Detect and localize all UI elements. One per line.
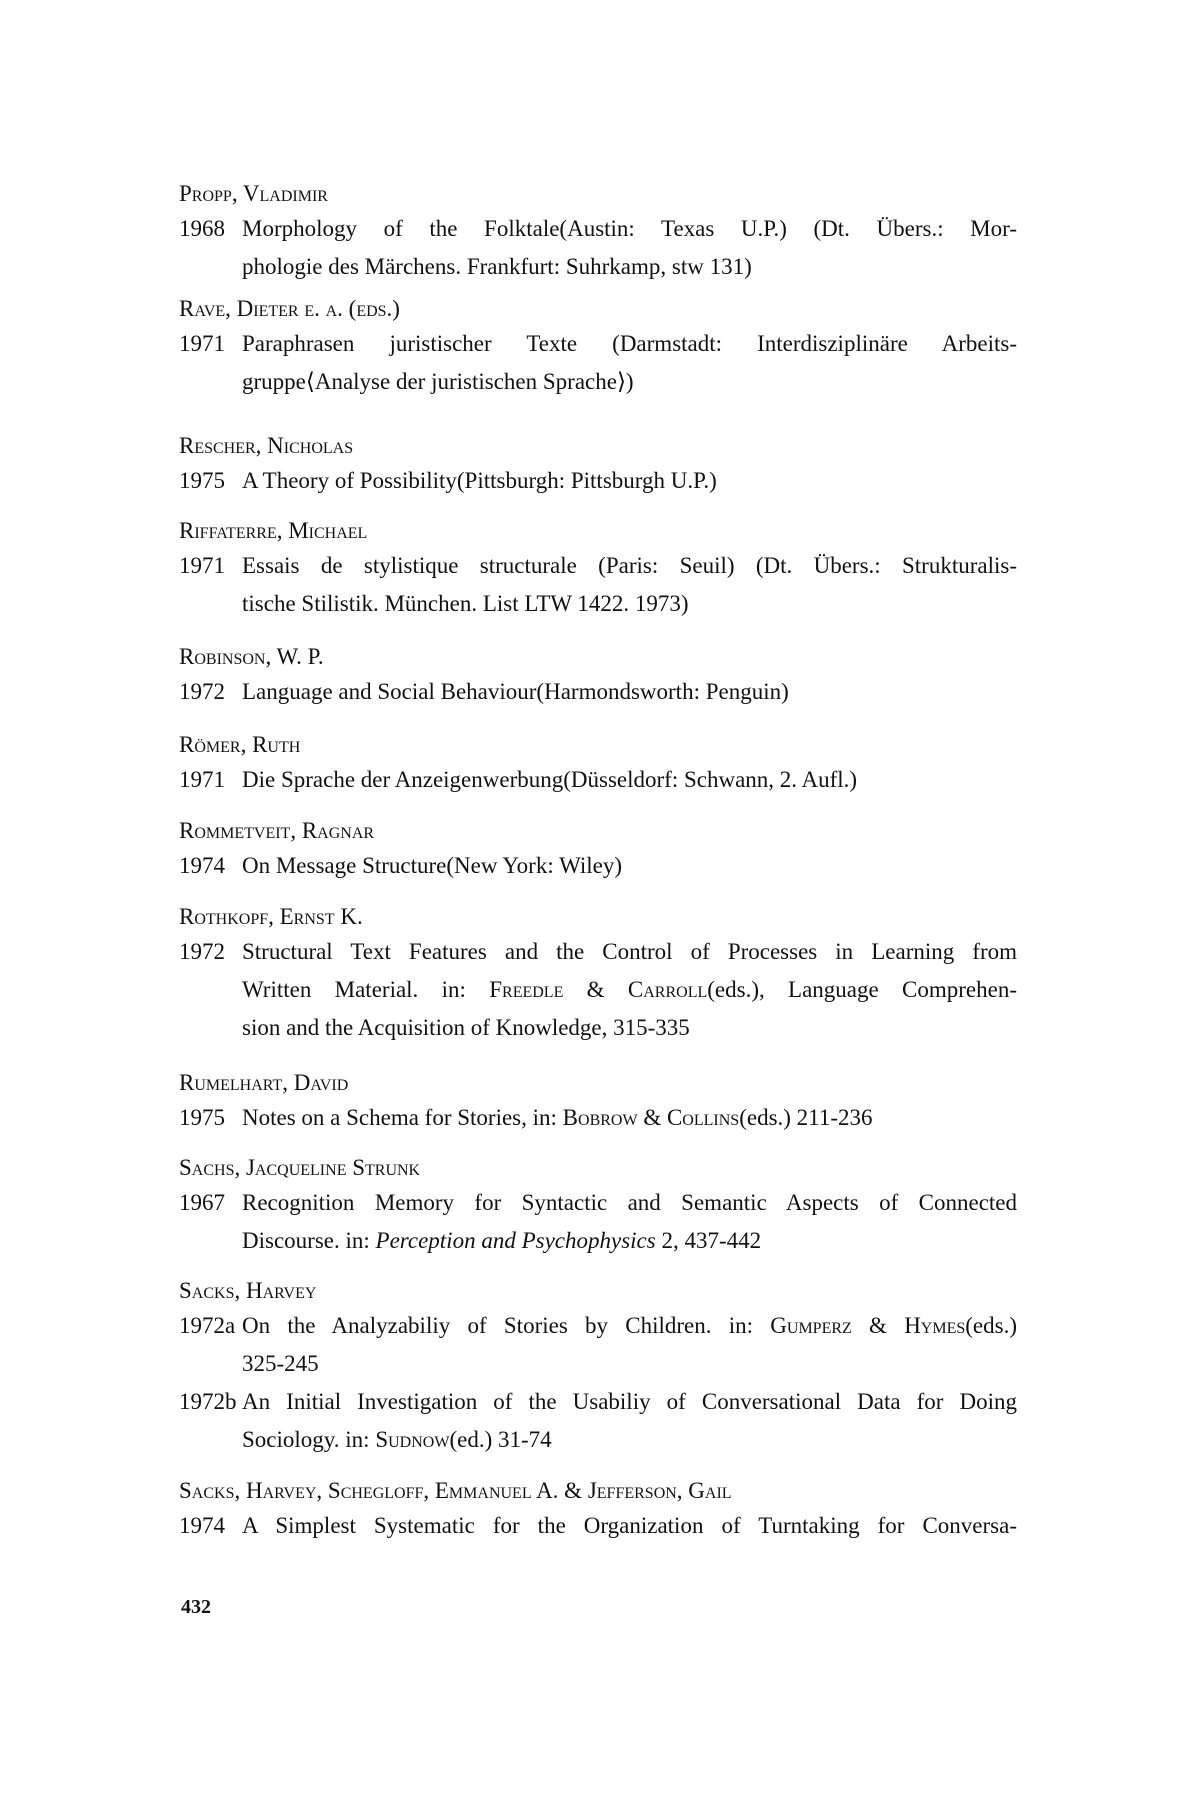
reference-item: [179, 761, 1019, 799]
reference-item: [179, 1099, 1019, 1137]
reference-item: [179, 1383, 1019, 1459]
entry-author: Sacks, Harvey, Schegloff, Emmanuel A. & Jefferson, Gail: [179, 1478, 732, 1503]
reference-text: Language and Social Behaviour(Harmondsworth: Penguin): [242, 679, 789, 704]
reference-text-line: [242, 933, 1017, 971]
entry-author: Propp, Vladimir: [179, 181, 328, 206]
reference-text: (eds.) 211-236: [739, 1105, 873, 1130]
cited-author: Gumperz: [770, 1313, 852, 1338]
cited-author: Hymes: [904, 1313, 966, 1338]
entry-author: Robinson, W. P.: [179, 644, 324, 669]
reference-text-line: [242, 1507, 1017, 1545]
cited-author: Sudnow: [375, 1427, 450, 1452]
reference-text-line: [242, 847, 1017, 885]
reference-text: Essais de stylistique structurale (Paris: Seuil) (Dt. Übers.: Strukturalis-: [242, 553, 1017, 578]
reference-item: [179, 847, 1019, 885]
reference-text: Discourse. in:: [242, 1228, 376, 1253]
entry-author: Rommetveit, Ragnar: [179, 818, 375, 843]
entry-author: Riffaterre, Michael: [179, 518, 368, 543]
reference-text: &: [637, 1105, 667, 1130]
bibliography-entry: [179, 815, 1019, 885]
reference-year: 1968: [179, 216, 225, 241]
reference-text: An Initial Investigation of the Usabiliy of Conversational Data for Doing: [242, 1389, 1017, 1414]
reference-item: [179, 673, 1019, 711]
entry-author: Rescher, Nicholas: [179, 433, 354, 458]
bibliography-entry: [179, 729, 1019, 799]
reference-text: &: [851, 1313, 905, 1338]
entry-author: Römer, Ruth: [179, 732, 301, 757]
reference-text-line: [242, 1421, 1017, 1459]
reference-text-line: [242, 547, 1017, 585]
reference-year: 1972a: [179, 1313, 236, 1338]
reference-text-line: [242, 210, 1017, 248]
reference-text: Sociology. in:: [242, 1427, 376, 1452]
reference-year: 1974: [179, 853, 225, 878]
reference-text-line: [242, 1222, 1017, 1260]
reference-text: Paraphrasen juristischer Texte (Darmstadt: Interdisziplinäre Arbeits-: [242, 331, 1017, 356]
reference-text: sion and the Acquisition of Knowledge, 315-335: [242, 1015, 690, 1040]
reference-item: [179, 547, 1019, 623]
reference-text: 2, 437-442: [655, 1228, 762, 1253]
bibliography-entry: [179, 293, 1019, 401]
reference-text-line: [242, 325, 1017, 363]
reference-text: tische Stilistik. München. List LTW 1422. 1973): [242, 591, 689, 616]
journal-title: Perception and Psychophysics: [375, 1228, 656, 1253]
bibliography-entry: [179, 641, 1019, 711]
reference-year: 1967: [179, 1190, 225, 1215]
cited-author: Bobrow: [562, 1105, 638, 1130]
reference-item: [179, 933, 1019, 1047]
reference-year: 1971: [179, 767, 225, 792]
reference-item: [179, 325, 1019, 401]
bibliography-entry: [179, 1067, 1019, 1137]
bibliography-entry: [179, 1275, 1019, 1459]
entry-author: Sacks, Harvey: [179, 1278, 317, 1303]
reference-text: phologie des Märchens. Frankfurt: Suhrkamp, stw 131): [242, 254, 752, 279]
reference-text-line: [242, 1009, 1017, 1047]
bibliography-entry: [179, 430, 1019, 500]
reference-year: 1974: [179, 1513, 225, 1538]
reference-text-line: [242, 363, 1017, 401]
reference-year: 1972b: [179, 1389, 237, 1414]
page-number: 432: [181, 1596, 211, 1618]
reference-text: On the Analyzabiliy of Stories by Children. in:: [242, 1313, 771, 1338]
reference-item: [179, 462, 1019, 500]
reference-year: 1972: [179, 939, 225, 964]
entry-author: Sachs, Jacqueline Strunk: [179, 1155, 421, 1180]
reference-text: Morphology of the Folktale(Austin: Texas U.P.) (Dt. Übers.: Mor-: [242, 216, 1017, 241]
reference-text: &: [563, 977, 628, 1002]
reference-item: [179, 210, 1019, 286]
reference-text-line: [242, 585, 1017, 623]
reference-text: (eds.): [965, 1313, 1017, 1338]
cited-author: Collins: [666, 1105, 740, 1130]
bibliography-entry: [179, 515, 1019, 623]
reference-text-line: [242, 1383, 1017, 1421]
reference-text-line: [242, 248, 1017, 286]
entry-author: Rothkopf, Ernst K.: [179, 904, 363, 929]
reference-year: 1972: [179, 679, 225, 704]
reference-text: A Simplest Systematic for the Organization of Turntaking for Conversa-: [242, 1513, 1017, 1538]
reference-year: 1975: [179, 468, 225, 493]
reference-text: A Theory of Possibility(Pittsburgh: Pittsburgh U.P.): [242, 468, 717, 493]
reference-year: 1975: [179, 1105, 225, 1130]
reference-text-line: [242, 673, 1017, 711]
reference-text-line: [242, 462, 1017, 500]
reference-year: 1971: [179, 553, 225, 578]
reference-text: Structural Text Features and the Control of Processes in Learning from: [242, 939, 1017, 964]
reference-text: Notes on a Schema for Stories, in:: [242, 1105, 563, 1130]
entry-author: Rave, Dieter e. a. (eds.): [179, 296, 400, 321]
reference-text-line: [242, 1099, 1017, 1137]
entry-author: Rumelhart, David: [179, 1070, 349, 1095]
reference-text: (eds.), Language Comprehen-: [707, 977, 1018, 1002]
reference-year: 1971: [179, 331, 225, 356]
reference-text: Written Material. in:: [242, 977, 490, 1002]
reference-text: (ed.) 31-74: [449, 1427, 552, 1452]
reference-text: 325-245: [242, 1351, 319, 1376]
reference-item: [179, 1184, 1019, 1260]
reference-text-line: [242, 1307, 1017, 1345]
bibliography-entry: [179, 178, 1019, 286]
bibliography-entry: [179, 1152, 1019, 1260]
reference-text: On Message Structure(New York: Wiley): [242, 853, 623, 878]
reference-text-line: [242, 971, 1017, 1009]
reference-item: [179, 1507, 1019, 1545]
cited-author: Freedle: [489, 977, 564, 1002]
reference-text-line: [242, 1184, 1017, 1222]
reference-text: Recognition Memory for Syntactic and Semantic Aspects of Connected: [242, 1190, 1017, 1215]
reference-text: Die Sprache der Anzeigenwerbung(Düsseldorf: Schwann, 2. Aufl.): [242, 767, 858, 792]
reference-item: [179, 1307, 1019, 1383]
bibliography-entry: [179, 901, 1019, 1047]
bibliography-entry: [179, 1475, 1019, 1545]
cited-author: Carroll: [627, 977, 708, 1002]
reference-text-line: [242, 761, 1017, 799]
reference-text: gruppe⟨Analyse der juristischen Sprache⟩): [242, 369, 634, 394]
reference-text-line: [242, 1345, 1017, 1383]
